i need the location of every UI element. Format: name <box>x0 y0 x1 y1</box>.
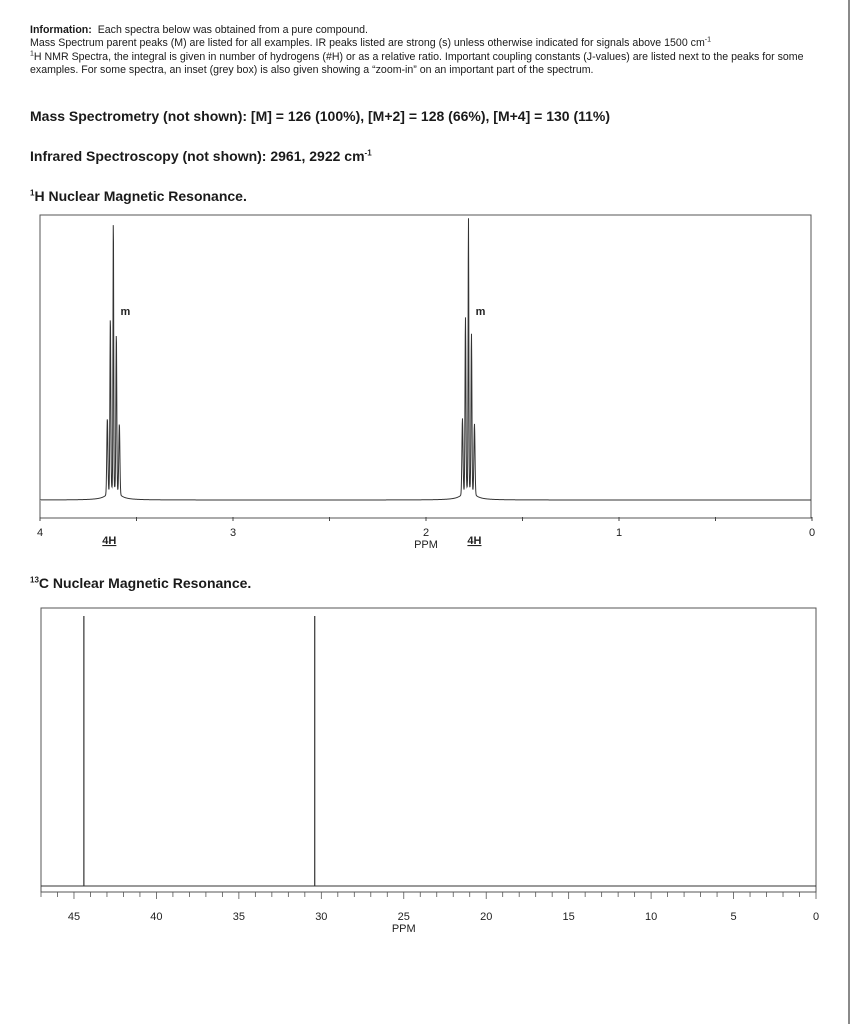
h-nmr-heading <box>30 188 247 204</box>
h-nmr-spectrum <box>0 205 853 560</box>
c-nmr-tick-label: 25 <box>397 911 410 923</box>
ir-sup: -1 <box>364 148 372 158</box>
c-nmr-tick-label: 0 <box>812 911 820 923</box>
h-nmr-tick-label: 3 <box>229 527 237 539</box>
h-nmr-tick-label: 1 <box>615 527 623 539</box>
c-nmr-frame <box>41 608 816 892</box>
c-nmr-axis-label: PPM <box>391 923 416 935</box>
mass-spec-text: Mass Spectrometry (not shown): [M] = 126 (100%), [M+2] = 128 (66%), [M+4] = 130 (11%) <box>30 108 611 124</box>
info-line-1 <box>30 24 835 37</box>
h-nmr-tick-label: 2 <box>422 527 430 539</box>
h-nmr-multiplicity-2: m <box>475 306 486 318</box>
mass-spec-heading <box>30 108 610 124</box>
h-nmr-tick-label: 0 <box>808 527 816 539</box>
h-nmr-tick-label: 4 <box>36 527 44 539</box>
info-line-3-text: H NMR Spectra, the integral is given in number of hydrogens (#H) or as a relative ratio. Important coupling constants (J-values) are listed next to the peaks for some examples. For some spectra, an inset (grey box) is also given showing a “zoom-in” on an important part of the spectrum. <box>30 50 804 77</box>
c-nmr-spectrum <box>0 595 853 945</box>
c-nmr-tick-label: 15 <box>562 911 575 923</box>
c-nmr-tick-label: 20 <box>480 911 493 923</box>
c-nmr-heading-text: C Nuclear Magnetic Resonance. <box>38 575 252 591</box>
c-nmr-tick-label: 10 <box>644 911 658 923</box>
c-nmr-tick-label: 35 <box>232 911 245 923</box>
h-nmr-frame <box>40 215 811 518</box>
info-line-2-text: Mass Spectrum parent peaks (M) are listed for all examples. IR peaks listed are strong (s) unless otherwise indicated for signals above 1500 cm <box>30 37 705 50</box>
c-nmr-heading <box>30 575 251 591</box>
h-nmr-integral-2: 4H <box>467 535 482 547</box>
info-line-2-sup: -1 <box>704 36 712 44</box>
h-nmr-integral-1: 4H <box>102 535 117 547</box>
ir-text: Infrared Spectroscopy (not shown): 2961, 2922 cm <box>30 148 365 164</box>
information-block <box>30 24 835 78</box>
c-nmr-tick-label: 45 <box>67 911 81 923</box>
h-nmr-heading-sup: 1 <box>30 188 35 198</box>
info-line-3-sup: 1 <box>30 50 34 58</box>
info-line-1-text: Each spectra below was obtained from a pure compound. <box>97 24 368 36</box>
h-nmr-multiplicity-1: m <box>120 306 131 318</box>
c-nmr-heading-sup: 13 <box>30 575 39 585</box>
c-nmr-tick-label: 5 <box>730 911 737 923</box>
ir-heading <box>30 148 372 164</box>
c-nmr-tick-label: 30 <box>315 911 328 923</box>
info-line-2 <box>30 37 835 50</box>
c-nmr-tick-label: 40 <box>150 911 163 923</box>
h-nmr-axis-label: PPM <box>414 539 438 551</box>
info-label: Information: <box>30 24 92 36</box>
info-line-3 <box>30 51 835 78</box>
h-nmr-heading-text: H Nuclear Magnetic Resonance. <box>34 188 247 204</box>
